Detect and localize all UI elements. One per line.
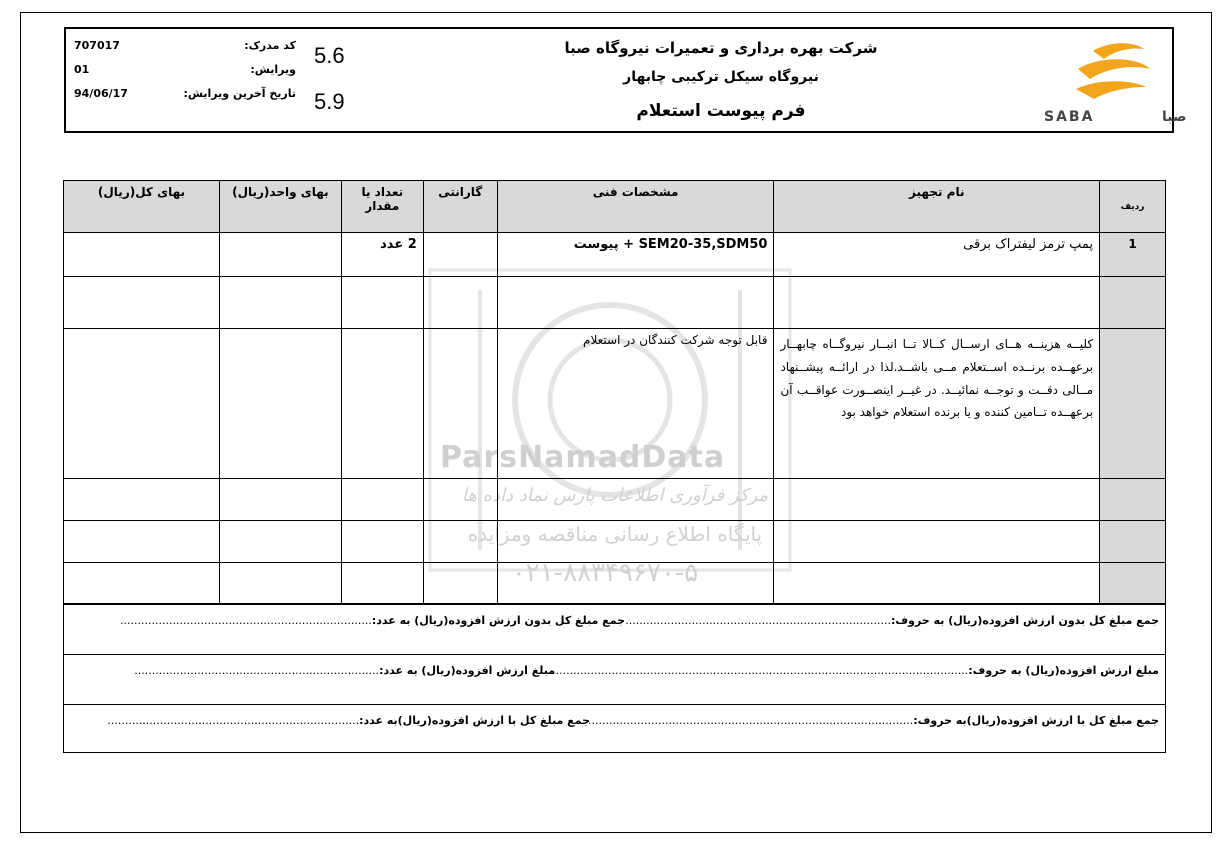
vat-digits-label: مبلغ ارزش افزوده(ریال) به عدد: — [379, 664, 555, 677]
col-qty: تعداد یا مقدار — [341, 181, 423, 233]
table-row — [64, 329, 1166, 479]
item-warranty — [423, 233, 497, 277]
col-item-name: نام تجهیز — [774, 181, 1100, 233]
item-unit-price — [219, 233, 341, 277]
total-with-vat: جمع مبلغ کل با ارزش افزوده(ریال)به حروف:............................................................................................. جمع مبلغ کل با ارزش افزوده(ریال)به عدد:........................................................................ — [107, 714, 1159, 727]
document-meta — [74, 39, 344, 111]
watermark-latin: ParsNamadData — [440, 440, 726, 475]
company-name: شرکت بهره برداری و تعمیرات نیروگاه صبا — [564, 39, 878, 57]
col-specs: مشخصات فنی — [497, 181, 774, 233]
col-unit-price: بهای واحد(ریال) — [219, 181, 341, 233]
item-qty: 2 عدد — [341, 233, 423, 277]
revision-value: 01 — [74, 63, 90, 76]
items-table — [63, 180, 1166, 605]
table-row — [64, 521, 1166, 563]
number-top: 5.6 — [314, 43, 345, 68]
total-without-vat-words-label: جمع مبلغ کل بدون ارزش افزوده(ریال) به حروف: — [890, 614, 1159, 627]
item-total-price — [64, 233, 220, 277]
table-row — [64, 277, 1166, 329]
logo-persian-text: صبا — [1162, 109, 1187, 125]
page-border-top — [20, 12, 1212, 13]
revision-label: ویرایش: — [250, 63, 296, 76]
page-border-left — [20, 12, 21, 832]
item-name: پمپ ترمز لیفتراک برقی — [774, 233, 1100, 277]
col-total-price: بهای کل(ریال) — [64, 181, 220, 233]
total-without-vat-digits-label: جمع مبلغ کل بدون ارزش افزوده(ریال) به عدد: — [371, 614, 625, 627]
table-row — [64, 233, 1166, 277]
form-title: فرم پیوست استعلام — [636, 101, 806, 121]
totals-section — [63, 603, 1166, 753]
watermark-line2: پایگاه اطلاع رسانی مناقصه ومزایده — [467, 522, 763, 546]
table-row — [64, 563, 1166, 605]
saba-logo — [1038, 37, 1187, 127]
vat-amount: مبلغ ارزش افزوده(ریال) به حروف:........................................................................................................................ مبلغ ارزش افزوده(ریال) به عدد:...................................................................... — [64, 654, 1165, 705]
watermark-phone: ۰۲۱-۸۸۳۴۹۶۷۰-۵ — [511, 558, 699, 588]
page-border-right — [1211, 12, 1212, 832]
total-without-vat: جمع مبلغ کل بدون ارزش افزوده(ریال) به حروف:............................................................................ جمع مبلغ کل بدون ارزش افزوده(ریال) به عدد:........................................................................ — [64, 604, 1165, 655]
item-specs: SEM20-35,SDM50 + پیوست — [497, 233, 774, 277]
last-revision-value: 94/06/17 — [74, 87, 128, 100]
number-bottom: 5.9 — [314, 89, 345, 114]
col-warranty: گارانتی — [423, 181, 497, 233]
shipping-note: کلیــه هزینــه هــای ارســال کــالا تــا انبــار نیروگــاه چابهــار برعهــده برنــده اســتعلام مــی باشــد.لذا در ارائــه پیشــنهاد مــالی دقــت و توجــه نمائیــد. در غیــر اینصــورت عواقــب آن برعهــده تــامین کننده و یا برنده استعلام خواهد بود — [774, 329, 1100, 479]
document-header — [64, 27, 1187, 133]
last-revision-label: تاریخ آخرین ویرایش: — [183, 87, 296, 100]
doc-code-value: 707017 — [74, 39, 120, 52]
row-number: 1 — [1100, 233, 1166, 277]
page-border-bottom — [20, 832, 1212, 833]
vat-words-label: مبلغ ارزش افزوده(ریال) به حروف: — [968, 664, 1159, 677]
doc-code-label: کد مدرک: — [244, 39, 296, 52]
col-row: ردیف — [1100, 181, 1166, 233]
logo-latin-text: SABA — [1044, 109, 1095, 125]
total-with-vat-digits-label: جمع مبلغ کل با ارزش افزوده(ریال)به عدد: — [359, 714, 590, 727]
watermark-line1: مرکز فرآوری اطلاعات پارس نماد داده ها — [461, 485, 769, 506]
total-with-vat-words-label: جمع مبلغ کل با ارزش افزوده(ریال)به حروف: — [913, 714, 1159, 727]
plant-name: نیروگاه سیکل ترکیبی چابهار — [623, 69, 819, 85]
note-heading: قابل توجه شرکت کنندگان در استعلام — [497, 329, 774, 479]
table-row — [64, 479, 1166, 521]
